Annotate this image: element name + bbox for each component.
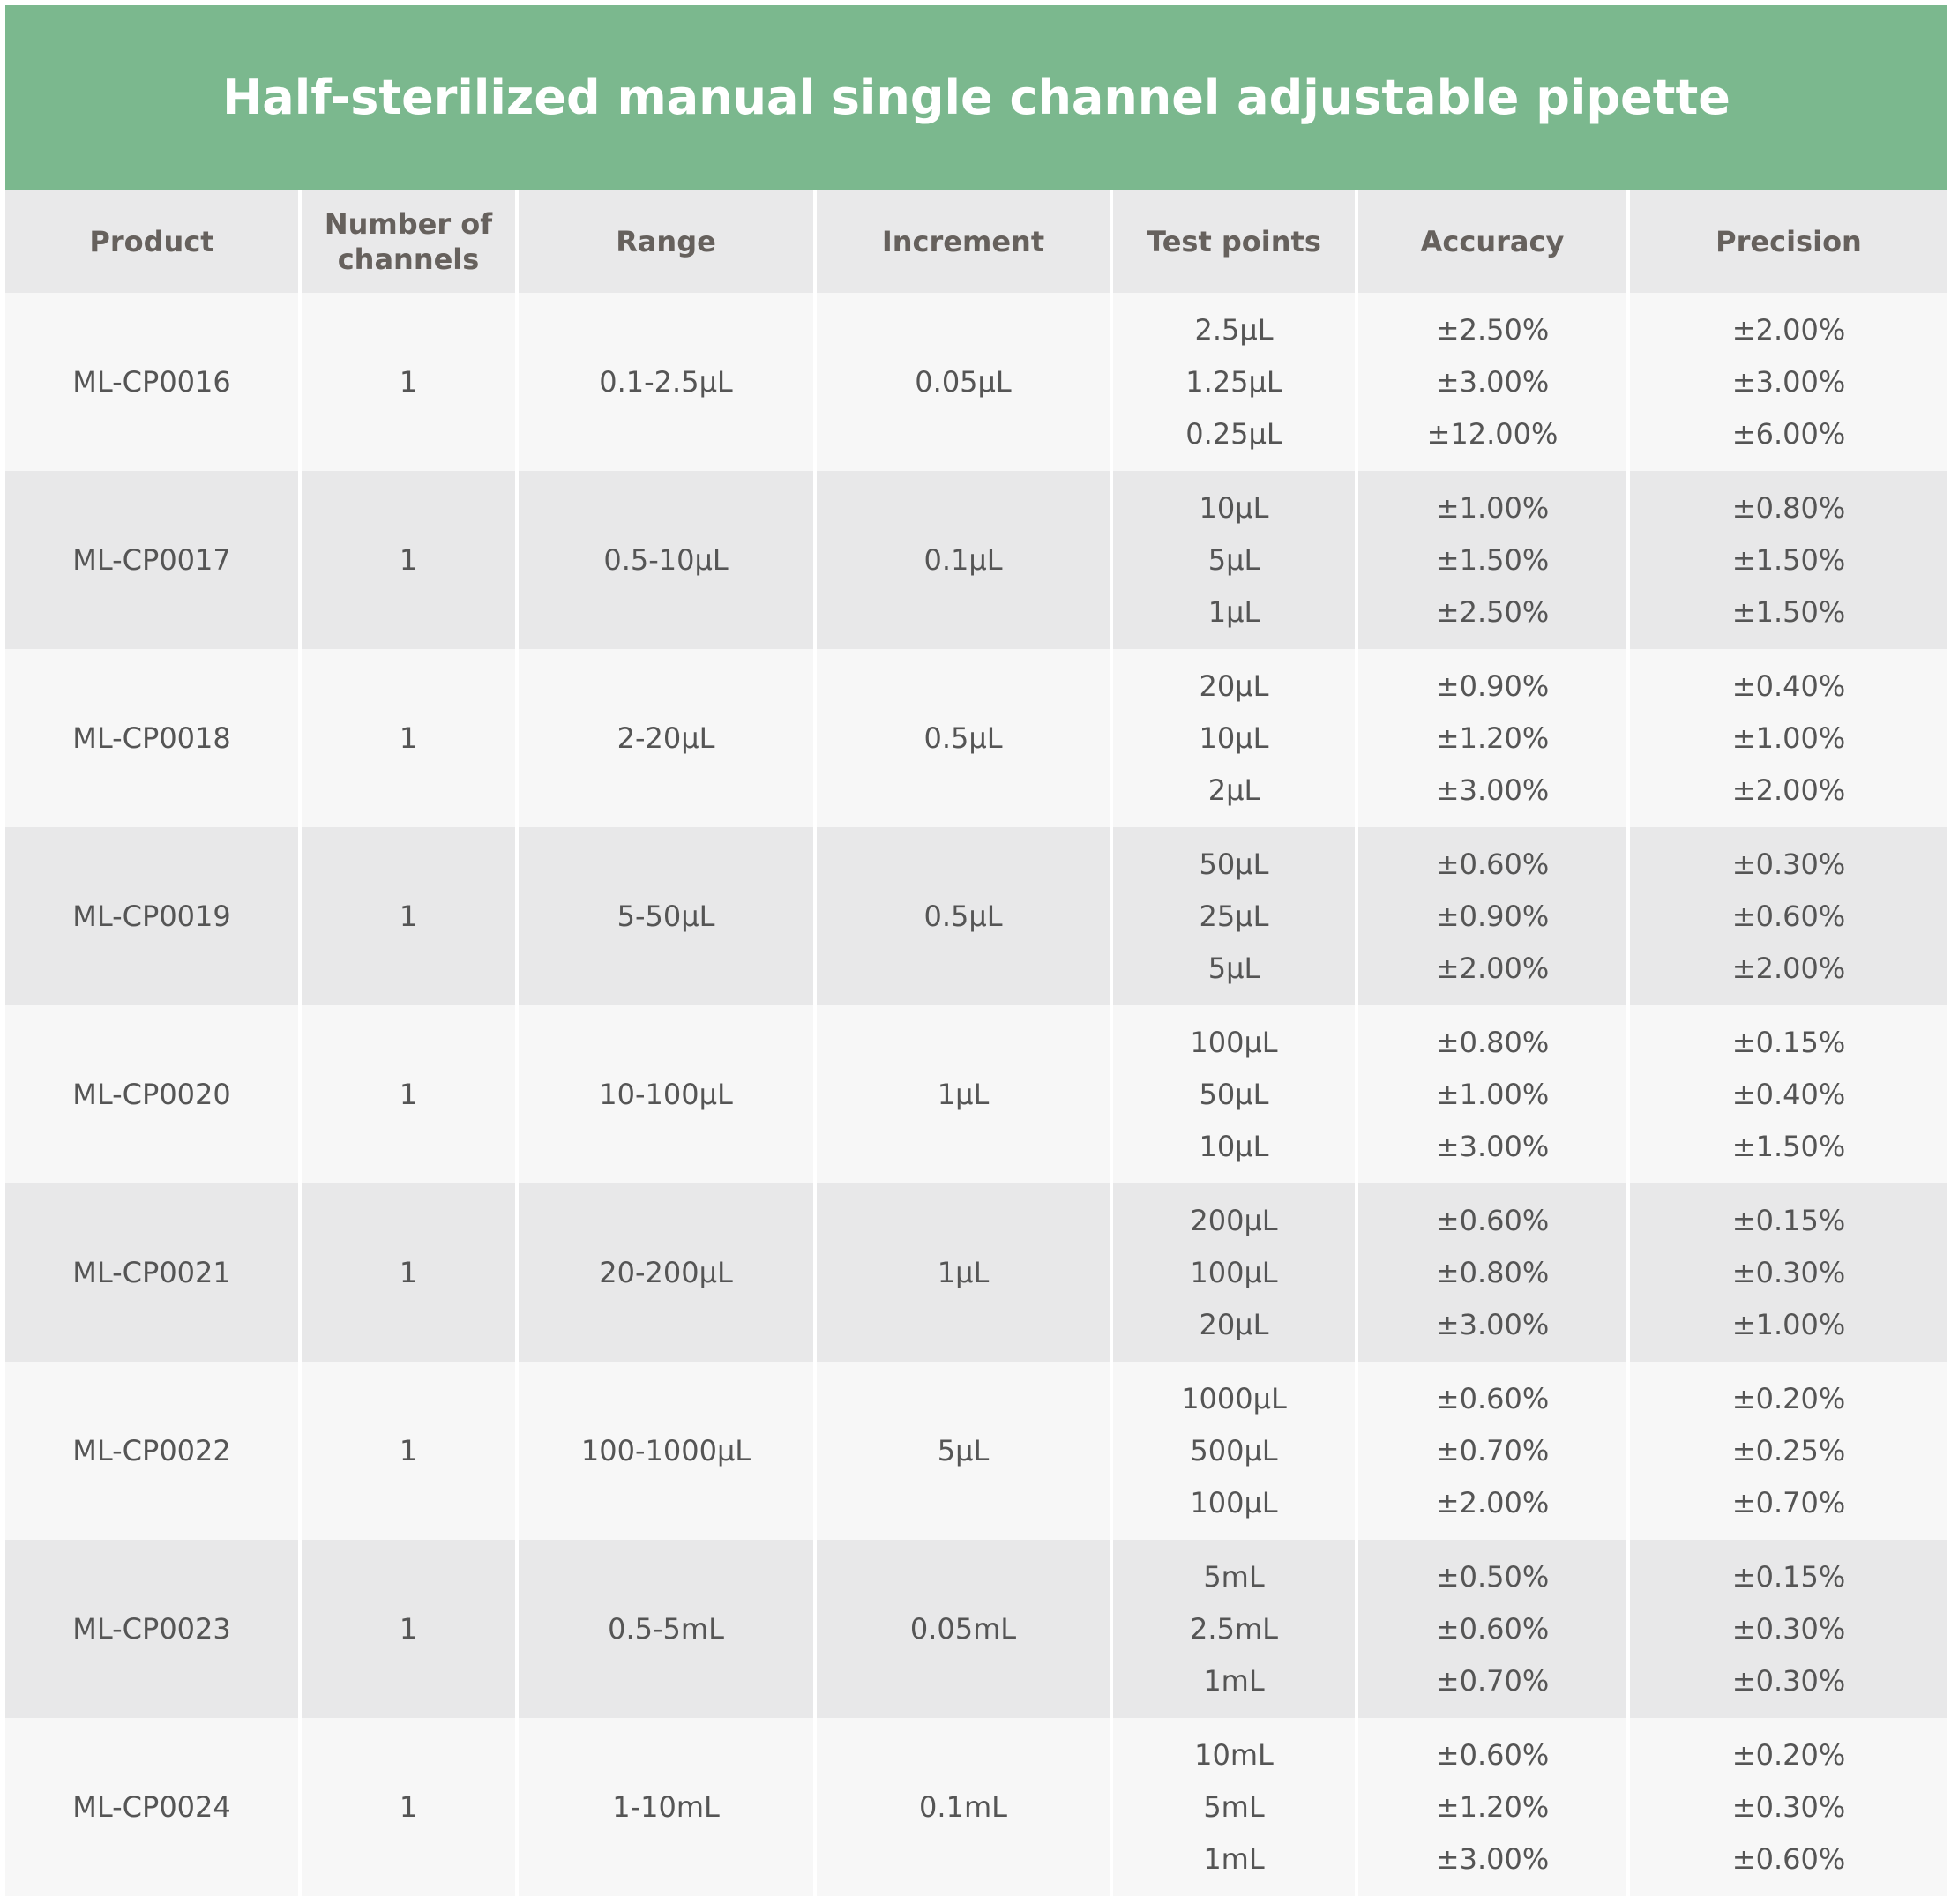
column-header-accuracy: Accuracy bbox=[1358, 190, 1630, 293]
increment-cell: 1μL bbox=[817, 1005, 1113, 1183]
precision-value: ±3.00% bbox=[1731, 364, 1846, 399]
increment-cell: 5μL bbox=[817, 1362, 1113, 1540]
precision-value: ±0.80% bbox=[1731, 490, 1846, 525]
channels-cell: 1 bbox=[302, 1362, 519, 1540]
product-cell: ML-CP0022 bbox=[5, 1362, 302, 1540]
channels-cell: 1 bbox=[302, 1718, 519, 1896]
test-point-value: 100μL bbox=[1190, 1485, 1278, 1519]
channels-cell: 1 bbox=[302, 293, 519, 471]
accuracy-value: ±2.50% bbox=[1435, 594, 1550, 629]
range-cell: 0.1-2.5μL bbox=[519, 293, 817, 471]
test-points-cell bbox=[1113, 1183, 1358, 1362]
precision-value: ±2.00% bbox=[1731, 312, 1846, 347]
precision-value: ±0.15% bbox=[1731, 1203, 1846, 1237]
accuracy-value: ±0.60% bbox=[1435, 847, 1550, 881]
test-points-cell bbox=[1113, 1540, 1358, 1718]
accuracy-value: ±3.00% bbox=[1435, 364, 1550, 399]
accuracy-value: ±3.00% bbox=[1435, 1841, 1550, 1876]
accuracy-value: ±0.60% bbox=[1435, 1737, 1550, 1772]
range-cell: 20-200μL bbox=[519, 1183, 817, 1362]
accuracy-cell bbox=[1358, 649, 1630, 827]
precision-value: ±1.00% bbox=[1731, 721, 1846, 755]
precision-value: ±0.15% bbox=[1731, 1025, 1846, 1059]
test-point-value: 1μL bbox=[1207, 594, 1260, 629]
range-cell: 1-10mL bbox=[519, 1718, 817, 1896]
product-cell: ML-CP0017 bbox=[5, 471, 302, 649]
test-points-cell bbox=[1113, 471, 1358, 649]
test-point-value: 5mL bbox=[1203, 1789, 1265, 1824]
precision-value: ±0.60% bbox=[1731, 899, 1846, 933]
precision-cell bbox=[1630, 1362, 1947, 1540]
accuracy-cell bbox=[1358, 293, 1630, 471]
test-point-value: 20μL bbox=[1199, 1307, 1269, 1341]
range-cell: 100-1000μL bbox=[519, 1362, 817, 1540]
test-point-value: 10μL bbox=[1199, 490, 1269, 525]
precision-value: ±1.50% bbox=[1731, 594, 1846, 629]
test-point-value: 50μL bbox=[1199, 1077, 1269, 1111]
test-point-value: 1mL bbox=[1203, 1663, 1265, 1698]
accuracy-value: ±1.20% bbox=[1435, 1789, 1550, 1824]
table-row bbox=[5, 1183, 1947, 1362]
test-point-value: 1.25μL bbox=[1185, 364, 1282, 399]
precision-value: ±0.60% bbox=[1731, 1841, 1846, 1876]
accuracy-value: ±12.00% bbox=[1426, 416, 1559, 451]
precision-value: ±0.40% bbox=[1731, 668, 1846, 703]
precision-value: ±2.00% bbox=[1731, 951, 1846, 985]
precision-cell bbox=[1630, 827, 1947, 1005]
test-point-value: 200μL bbox=[1190, 1203, 1278, 1237]
table-row bbox=[5, 293, 1947, 471]
accuracy-value: ±2.50% bbox=[1435, 312, 1550, 347]
accuracy-value: ±1.50% bbox=[1435, 542, 1550, 577]
channels-cell: 1 bbox=[302, 827, 519, 1005]
channels-cell: 1 bbox=[302, 649, 519, 827]
product-cell: ML-CP0016 bbox=[5, 293, 302, 471]
column-header-product: Product bbox=[5, 190, 302, 293]
accuracy-value: ±2.00% bbox=[1435, 951, 1550, 985]
test-point-value: 25μL bbox=[1199, 899, 1269, 933]
test-point-value: 500μL bbox=[1190, 1433, 1278, 1467]
test-point-value: 100μL bbox=[1190, 1025, 1278, 1059]
channels-cell: 1 bbox=[302, 1005, 519, 1183]
test-point-value: 20μL bbox=[1199, 668, 1269, 703]
test-point-value: 5μL bbox=[1207, 951, 1260, 985]
precision-value: ±0.40% bbox=[1731, 1077, 1846, 1111]
test-points-cell bbox=[1113, 1718, 1358, 1896]
precision-value: ±0.25% bbox=[1731, 1433, 1846, 1467]
table-row bbox=[5, 1540, 1947, 1718]
range-cell: 0.5-10μL bbox=[519, 471, 817, 649]
accuracy-value: ±0.70% bbox=[1435, 1433, 1550, 1467]
range-cell: 2-20μL bbox=[519, 649, 817, 827]
range-cell: 5-50μL bbox=[519, 827, 817, 1005]
test-point-value: 2μL bbox=[1207, 773, 1260, 807]
precision-value: ±2.00% bbox=[1731, 773, 1846, 807]
spec-sheet bbox=[5, 5, 1947, 1896]
precision-value: ±0.20% bbox=[1731, 1381, 1846, 1415]
test-point-value: 10μL bbox=[1199, 721, 1269, 755]
precision-value: ±6.00% bbox=[1731, 416, 1846, 451]
table-row bbox=[5, 1718, 1947, 1896]
table-row bbox=[5, 827, 1947, 1005]
precision-cell bbox=[1630, 1540, 1947, 1718]
precision-value: ±1.50% bbox=[1731, 1129, 1846, 1163]
precision-cell bbox=[1630, 649, 1947, 827]
accuracy-cell bbox=[1358, 471, 1630, 649]
increment-cell: 0.5μL bbox=[817, 827, 1113, 1005]
test-point-value: 50μL bbox=[1199, 847, 1269, 881]
precision-cell bbox=[1630, 471, 1947, 649]
channels-cell: 1 bbox=[302, 1183, 519, 1362]
test-point-value: 2.5mL bbox=[1190, 1611, 1278, 1646]
accuracy-value: ±0.50% bbox=[1435, 1559, 1550, 1594]
precision-cell bbox=[1630, 1718, 1947, 1896]
column-header-precision: Precision bbox=[1630, 190, 1947, 293]
page-title: Half-sterilized manual single channel adjustable pipette bbox=[5, 5, 1947, 190]
column-header-test-points: Test points bbox=[1113, 190, 1358, 293]
increment-cell: 0.05μL bbox=[817, 293, 1113, 471]
range-cell: 0.5-5mL bbox=[519, 1540, 817, 1718]
precision-cell bbox=[1630, 1183, 1947, 1362]
precision-value: ±1.50% bbox=[1731, 542, 1846, 577]
header-row bbox=[5, 190, 1947, 293]
accuracy-value: ±0.60% bbox=[1435, 1611, 1550, 1646]
accuracy-cell bbox=[1358, 1183, 1630, 1362]
column-header-increment: Increment bbox=[817, 190, 1113, 293]
test-point-value: 10mL bbox=[1194, 1737, 1274, 1772]
test-point-value: 5μL bbox=[1207, 542, 1260, 577]
increment-cell: 0.1mL bbox=[817, 1718, 1113, 1896]
precision-value: ±0.30% bbox=[1731, 1255, 1846, 1289]
test-point-value: 2.5μL bbox=[1194, 312, 1274, 347]
channels-cell: 1 bbox=[302, 1540, 519, 1718]
increment-cell: 0.05mL bbox=[817, 1540, 1113, 1718]
product-cell: ML-CP0021 bbox=[5, 1183, 302, 1362]
table-row bbox=[5, 1005, 1947, 1183]
accuracy-cell bbox=[1358, 1005, 1630, 1183]
accuracy-cell bbox=[1358, 1718, 1630, 1896]
increment-cell: 0.5μL bbox=[817, 649, 1113, 827]
precision-value: ±0.15% bbox=[1731, 1559, 1846, 1594]
product-cell: ML-CP0023 bbox=[5, 1540, 302, 1718]
test-points-cell bbox=[1113, 1362, 1358, 1540]
test-points-cell bbox=[1113, 293, 1358, 471]
accuracy-value: ±0.70% bbox=[1435, 1663, 1550, 1698]
test-points-cell bbox=[1113, 827, 1358, 1005]
precision-value: ±0.30% bbox=[1731, 1611, 1846, 1646]
product-cell: ML-CP0024 bbox=[5, 1718, 302, 1896]
increment-cell: 1μL bbox=[817, 1183, 1113, 1362]
accuracy-value: ±3.00% bbox=[1435, 1307, 1550, 1341]
product-cell: ML-CP0018 bbox=[5, 649, 302, 827]
test-point-value: 0.25μL bbox=[1185, 416, 1282, 451]
accuracy-value: ±2.00% bbox=[1435, 1485, 1550, 1519]
column-header-channels: Number of channels bbox=[302, 190, 519, 293]
accuracy-value: ±1.00% bbox=[1435, 490, 1550, 525]
precision-value: ±0.30% bbox=[1731, 1789, 1846, 1824]
precision-value: ±0.30% bbox=[1731, 847, 1846, 881]
table-row bbox=[5, 471, 1947, 649]
test-point-value: 10μL bbox=[1199, 1129, 1269, 1163]
accuracy-cell bbox=[1358, 1540, 1630, 1718]
channels-cell: 1 bbox=[302, 471, 519, 649]
test-points-cell bbox=[1113, 649, 1358, 827]
accuracy-value: ±3.00% bbox=[1435, 773, 1550, 807]
product-cell: ML-CP0019 bbox=[5, 827, 302, 1005]
product-cell: ML-CP0020 bbox=[5, 1005, 302, 1183]
increment-cell: 0.1μL bbox=[817, 471, 1113, 649]
accuracy-value: ±0.80% bbox=[1435, 1025, 1550, 1059]
table-row bbox=[5, 649, 1947, 827]
range-cell: 10-100μL bbox=[519, 1005, 817, 1183]
precision-value: ±0.30% bbox=[1731, 1663, 1846, 1698]
test-points-cell bbox=[1113, 1005, 1358, 1183]
accuracy-value: ±0.80% bbox=[1435, 1255, 1550, 1289]
accuracy-value: ±1.20% bbox=[1435, 721, 1550, 755]
test-point-value: 1mL bbox=[1203, 1841, 1265, 1876]
accuracy-cell bbox=[1358, 827, 1630, 1005]
precision-value: ±1.00% bbox=[1731, 1307, 1846, 1341]
accuracy-value: ±1.00% bbox=[1435, 1077, 1550, 1111]
table-row bbox=[5, 1362, 1947, 1540]
accuracy-value: ±0.90% bbox=[1435, 668, 1550, 703]
accuracy-value: ±0.90% bbox=[1435, 899, 1550, 933]
accuracy-value: ±0.60% bbox=[1435, 1381, 1550, 1415]
accuracy-value: ±0.60% bbox=[1435, 1203, 1550, 1237]
precision-cell bbox=[1630, 1005, 1947, 1183]
precision-cell bbox=[1630, 293, 1947, 471]
test-point-value: 5mL bbox=[1203, 1559, 1265, 1594]
accuracy-cell bbox=[1358, 1362, 1630, 1540]
spec-table bbox=[5, 190, 1947, 1896]
precision-value: ±0.70% bbox=[1731, 1485, 1846, 1519]
column-header-range: Range bbox=[519, 190, 817, 293]
accuracy-value: ±3.00% bbox=[1435, 1129, 1550, 1163]
precision-value: ±0.20% bbox=[1731, 1737, 1846, 1772]
test-point-value: 1000μL bbox=[1181, 1381, 1287, 1415]
test-point-value: 100μL bbox=[1190, 1255, 1278, 1289]
